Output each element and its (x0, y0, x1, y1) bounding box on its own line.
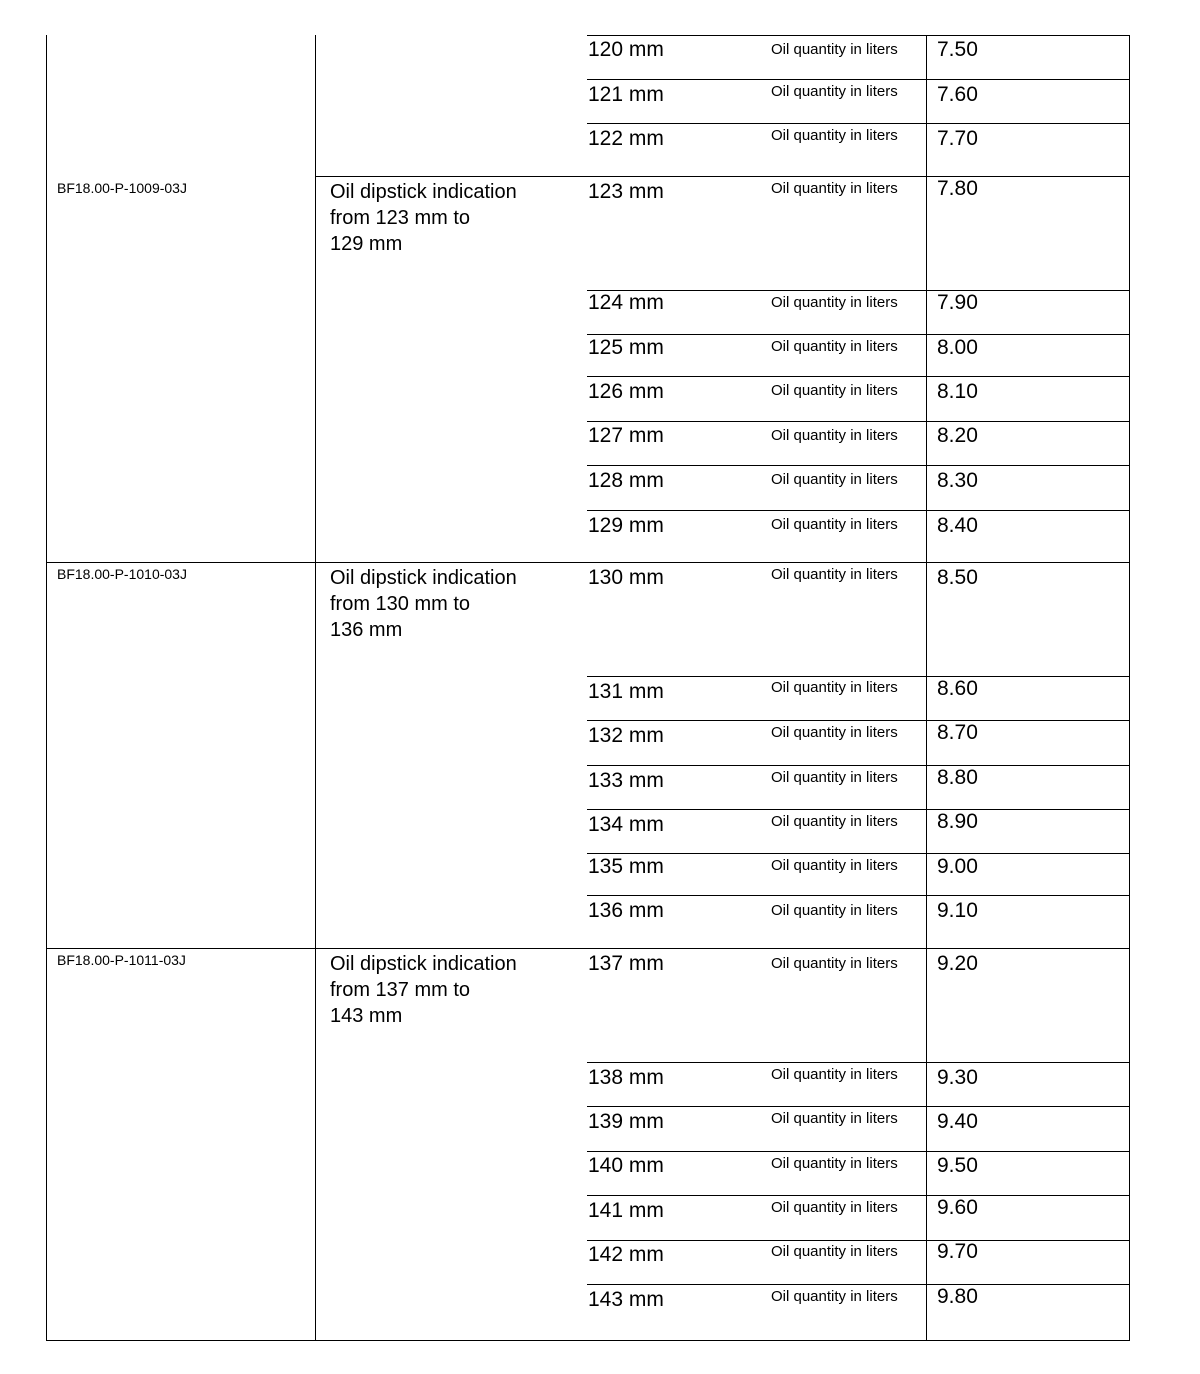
oil-quantity-value: 9.80 (937, 1285, 978, 1308)
oil-quantity-value: 8.10 (937, 380, 978, 403)
oil-quantity-value: 9.40 (937, 1110, 978, 1133)
oil-quantity-label: Oil quantity in liters (771, 338, 898, 355)
oil-quantity-label: Oil quantity in liters (771, 382, 898, 399)
oil-quantity-label: Oil quantity in liters (771, 1243, 898, 1260)
group-divider (315, 176, 1130, 177)
row-divider (587, 765, 1130, 766)
table-bottom-border (46, 1340, 1130, 1341)
dipstick-mm-cell: 133 mm (588, 769, 664, 792)
oil-quantity-value: 7.70 (937, 127, 978, 150)
dipstick-mm-cell: 139 mm (588, 1110, 664, 1133)
table-top-border (587, 35, 1130, 36)
oil-quantity-label: Oil quantity in liters (771, 955, 898, 972)
dipstick-mm-cell: 125 mm (588, 336, 664, 359)
dipstick-mm-cell: 130 mm (588, 566, 664, 589)
oil-quantity-value: 9.50 (937, 1154, 978, 1177)
oil-quantity-label: Oil quantity in liters (771, 471, 898, 488)
dipstick-mm-cell: 123 mm (588, 180, 664, 203)
dipstick-mm-cell: 128 mm (588, 469, 664, 492)
oil-quantity-value: 7.90 (937, 291, 978, 314)
dipstick-mm-cell: 138 mm (588, 1066, 664, 1089)
document-reference-id: BF18.00-P-1009-03J (57, 180, 187, 196)
dipstick-mm-cell: 126 mm (588, 380, 664, 403)
row-divider (587, 809, 1130, 810)
dipstick-mm-cell: 134 mm (588, 813, 664, 836)
row-divider (587, 1151, 1130, 1152)
row-divider (587, 853, 1130, 854)
oil-quantity-label: Oil quantity in liters (771, 902, 898, 919)
dipstick-range-description: Oil dipstick indication from 137 mm to 143 mm (330, 953, 517, 1027)
row-divider (587, 895, 1130, 896)
row-divider (587, 334, 1130, 335)
column-divider-label-value (926, 35, 927, 1341)
oil-quantity-value: 8.70 (937, 721, 978, 744)
oil-quantity-value: 8.00 (937, 336, 978, 359)
dipstick-mm-cell: 121 mm (588, 83, 664, 106)
row-divider (587, 1195, 1130, 1196)
oil-quantity-value: 7.60 (937, 83, 978, 106)
row-divider (587, 510, 1130, 511)
group-divider (46, 562, 1130, 563)
row-divider (587, 676, 1130, 677)
row-divider (587, 465, 1130, 466)
document-reference-id: BF18.00-P-1011-03J (57, 952, 186, 968)
oil-quantity-label: Oil quantity in liters (771, 1288, 898, 1305)
oil-quantity-label: Oil quantity in liters (771, 724, 898, 741)
dipstick-mm-cell: 129 mm (588, 514, 664, 537)
oil-quantity-value: 9.00 (937, 855, 978, 878)
dipstick-mm-cell: 124 mm (588, 291, 664, 314)
oil-quantity-label: Oil quantity in liters (771, 1199, 898, 1216)
oil-quantity-value: 8.60 (937, 677, 978, 700)
dipstick-mm-cell: 131 mm (588, 680, 664, 703)
oil-quantity-label: Oil quantity in liters (771, 427, 898, 444)
table-right-border (1129, 35, 1130, 1341)
oil-quantity-label: Oil quantity in liters (771, 813, 898, 830)
oil-quantity-value: 9.20 (937, 952, 978, 975)
oil-quantity-label: Oil quantity in liters (771, 1110, 898, 1127)
dipstick-mm-cell: 135 mm (588, 855, 664, 878)
row-divider (587, 290, 1130, 291)
oil-quantity-label: Oil quantity in liters (771, 294, 898, 311)
oil-quantity-label: Oil quantity in liters (771, 679, 898, 696)
row-divider (587, 1062, 1130, 1063)
dipstick-mm-cell: 136 mm (588, 899, 664, 922)
oil-quantity-label: Oil quantity in liters (771, 1155, 898, 1172)
oil-quantity-label: Oil quantity in liters (771, 516, 898, 533)
oil-quantity-value: 7.80 (937, 177, 978, 200)
row-divider (587, 376, 1130, 377)
dipstick-mm-cell: 122 mm (588, 127, 664, 150)
oil-quantity-value: 8.30 (937, 469, 978, 492)
row-divider (587, 1106, 1130, 1107)
dipstick-mm-cell: 120 mm (588, 38, 664, 61)
oil-quantity-label: Oil quantity in liters (771, 769, 898, 786)
oil-quantity-value: 8.20 (937, 424, 978, 447)
dipstick-mm-cell: 137 mm (588, 952, 664, 975)
oil-quantity-value: 7.50 (937, 38, 978, 61)
row-divider (587, 1240, 1130, 1241)
oil-quantity-value: 8.50 (937, 566, 978, 589)
dipstick-mm-cell: 127 mm (588, 424, 664, 447)
row-divider (587, 421, 1130, 422)
oil-quantity-value: 9.70 (937, 1240, 978, 1263)
dipstick-range-description: Oil dipstick indication from 123 mm to 129 mm (330, 181, 517, 255)
group-divider (46, 948, 1130, 949)
oil-quantity-value: 9.60 (937, 1196, 978, 1219)
row-divider (587, 123, 1130, 124)
dipstick-mm-cell: 141 mm (588, 1199, 664, 1222)
oil-quantity-value: 9.10 (937, 899, 978, 922)
dipstick-mm-cell: 143 mm (588, 1288, 664, 1311)
oil-quantity-label: Oil quantity in liters (771, 1066, 898, 1083)
dipstick-range-description: Oil dipstick indication from 130 mm to 136 mm (330, 567, 517, 641)
dipstick-mm-cell: 142 mm (588, 1243, 664, 1266)
oil-quantity-label: Oil quantity in liters (771, 857, 898, 874)
dipstick-mm-cell: 140 mm (588, 1154, 664, 1177)
column-divider-id-description (315, 35, 316, 1341)
oil-quantity-label: Oil quantity in liters (771, 83, 898, 100)
oil-quantity-value: 9.30 (937, 1066, 978, 1089)
oil-quantity-value: 8.90 (937, 810, 978, 833)
row-divider (587, 79, 1130, 80)
oil-quantity-value: 8.40 (937, 514, 978, 537)
oil-quantity-label: Oil quantity in liters (771, 41, 898, 58)
oil-quantity-label: Oil quantity in liters (771, 180, 898, 197)
table-left-border (46, 35, 47, 1341)
document-reference-id: BF18.00-P-1010-03J (57, 566, 187, 582)
row-divider (587, 720, 1130, 721)
oil-quantity-value: 8.80 (937, 766, 978, 789)
row-divider (587, 1284, 1130, 1285)
oil-quantity-label: Oil quantity in liters (771, 127, 898, 144)
dipstick-mm-cell: 132 mm (588, 724, 664, 747)
oil-quantity-label: Oil quantity in liters (771, 566, 898, 583)
